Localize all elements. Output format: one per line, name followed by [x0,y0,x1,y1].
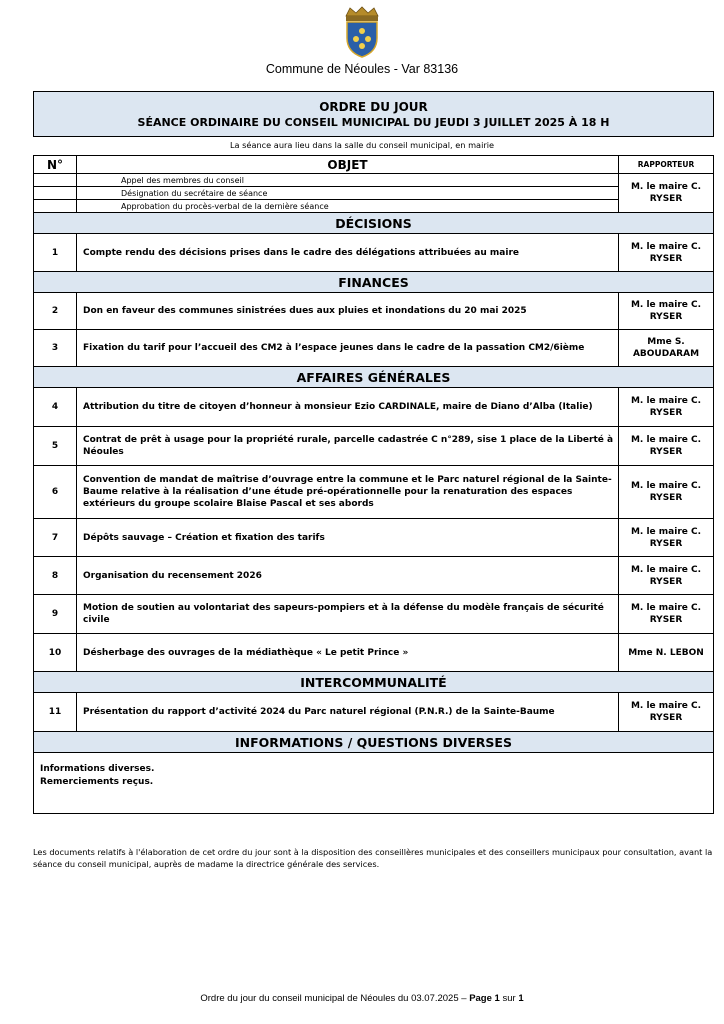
item-number: 11 [34,693,77,732]
item-number: 4 [34,388,77,427]
item-number: 10 [34,634,77,672]
item-object: Don en faveur des communes sinistrées dues aux pluies et inondations du 20 mai 2025 [77,293,619,330]
item-number: 1 [34,234,77,272]
location-note: La séance aura lieu dans la salle du conseil municipal, en mairie [229,140,495,150]
footer-page-number: 1 [494,993,500,1004]
info-line: Remerciements reçus. [40,777,154,787]
section-title-informations: INFORMATIONS / QUESTIONS DIVERSES [34,732,714,753]
item-rapporteur: M. le maire C. RYSER [619,519,714,557]
preliminary-item: Appel des membres du conseil [77,174,619,187]
item-object: Convention de mandat de maîtrise d’ouvrage entre la commune et le Parc naturel régional de la Sainte-Baume relative à la réalisation d’une étude pré-opérationnelle pour la renaturation des espaces extérieurs du groupe scolaire Blaise Pascal et ses abords [77,466,619,519]
preliminary-item: Approbation du procès-verbal de la dernière séance [77,200,619,213]
item-number: 9 [34,595,77,634]
item-rapporteur: M. le maire C. RYSER [619,557,714,595]
item-rapporteur: M. le maire C. RYSER [619,693,714,732]
info-line: Informations diverses. [40,764,155,774]
item-number: 6 [34,466,77,519]
footer-page-total: 1 [518,993,524,1004]
item-number: 7 [34,519,77,557]
agenda-table [33,155,714,814]
section-title-decisions: DÉCISIONS [34,213,714,234]
item-rapporteur: M. le maire C. RYSER [619,427,714,466]
item-object: Compte rendu des décisions prises dans le cadre des délégations attribuées au maire [77,234,619,272]
footer-of-word: sur [502,993,516,1004]
footer-page-word: Page [469,993,492,1004]
item-object: Attribution du titre de citoyen d’honneur à monsieur Ezio CARDINALE, maire de Diano d’Alba (Italie) [77,388,619,427]
item-rapporteur: M. le maire C. RYSER [619,234,714,272]
item-number: 5 [34,427,77,466]
agenda-title: ORDRE DU JOUR [319,100,428,114]
footer-text: Ordre du jour du conseil municipal de Néoules du 03.07.2025 – [200,993,467,1004]
col-number-header: N° [34,156,77,174]
preliminary-item: Désignation du secrétaire de séance [77,187,619,200]
informations-block [34,753,714,814]
section-title-finances: FINANCES [34,272,714,293]
agenda-header [33,91,714,137]
commune-name: Commune de Néoules - Var 83136 [265,62,459,76]
col-object-header: OBJET [77,156,619,174]
item-rapporteur: M. le maire C. RYSER [619,595,714,634]
item-rapporteur: M. le maire C. RYSER [619,466,714,519]
preliminary-rapporteur: M. le maire C. RYSER [619,174,714,213]
item-object: Fixation du tarif pour l’accueil des CM2 à l’espace jeunes dans le cadre de la passation CM2/6ième [77,330,619,367]
item-object: Dépôts sauvage – Création et fixation des tarifs [77,519,619,557]
item-rapporteur: M. le maire C. RYSER [619,293,714,330]
page-footer [0,993,724,1004]
item-object: Motion de soutien au volontariat des sapeurs-pompiers et à la défense du modèle français de sécurité civile [77,595,619,634]
col-rapporteur-header: RAPPORTEUR [619,156,714,174]
item-number: 8 [34,557,77,595]
item-number: 2 [34,293,77,330]
session-subtitle: SÉANCE ORDINAIRE DU CONSEIL MUNICIPAL DU JEUDI 3 JUILLET 2025 À 18 H [137,116,610,129]
item-rapporteur: Mme S. ABOUDARAM [619,330,714,367]
item-object: Contrat de prêt à usage pour la propriété rurale, parcelle cadastrée C n°289, sise 1 place de la Liberté à Néoules [77,427,619,466]
section-title-affaires-generales: AFFAIRES GÉNÉRALES [34,367,714,388]
coat-of-arms-icon [342,6,382,58]
item-rapporteur: Mme N. LEBON [619,634,714,672]
section-title-intercommunalite: INTERCOMMUNALITÉ [34,672,714,693]
documents-note: Les documents relatifs à l'élaboration de cet ordre du jour sont à la disposition des conseillères municipales et des conseillers municipaux pour consultation, avant la séance du conseil municipal, auprès de madame la directrice générale des services. [33,847,713,869]
item-object: Désherbage des ouvrages de la médiathèque « Le petit Prince » [77,634,619,672]
item-rapporteur: M. le maire C. RYSER [619,388,714,427]
item-object: Organisation du recensement 2026 [77,557,619,595]
item-number: 3 [34,330,77,367]
item-object: Présentation du rapport d’activité 2024 du Parc naturel régional (P.N.R.) de la Sainte-Baume [77,693,619,732]
